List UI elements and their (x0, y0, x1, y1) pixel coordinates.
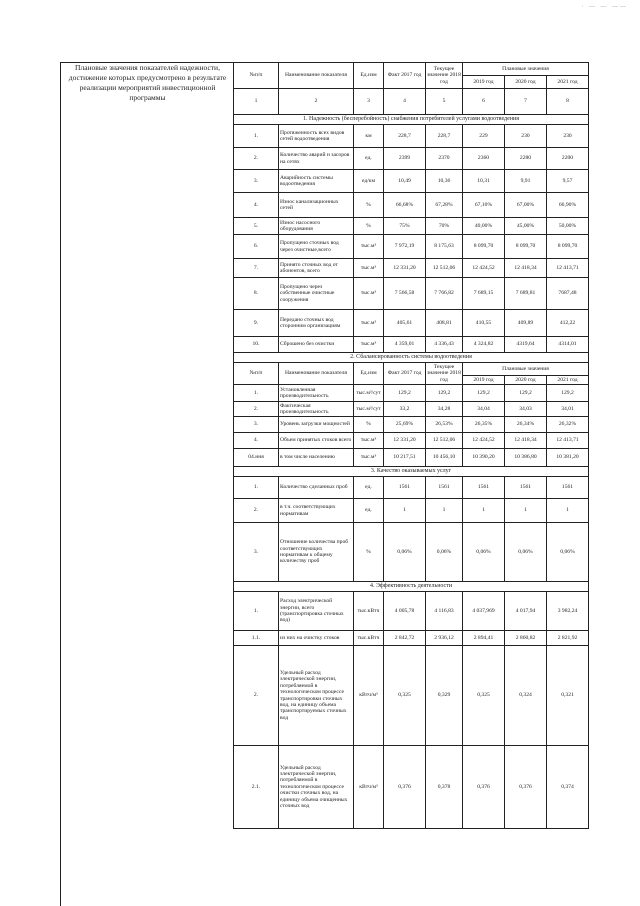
row-unit: ед. (354, 477, 384, 499)
row-value: 229 (463, 125, 505, 148)
row-number: 2. (234, 148, 279, 170)
row-value: 1561 (384, 477, 426, 499)
row-value: 129,2 (505, 385, 547, 402)
header-num: №п/п (234, 363, 279, 385)
row-value: 7 566,58 (384, 278, 426, 310)
row-value: 8 175,63 (426, 235, 463, 259)
header-current: Текущее значение 2018 год (426, 63, 463, 89)
row-value: 410,55 (463, 310, 505, 337)
row-indicator-name: Отношение количества проб соответствующих нормативам к общему количеству проб (279, 523, 354, 582)
row-value: 0,376 (463, 746, 505, 829)
row-indicator-name: Пропущено через собственные очистные сооружения (279, 278, 354, 310)
section-row (234, 582, 589, 592)
row-value: 2 894,41 (463, 631, 505, 646)
row-value: 9,91 (505, 170, 547, 193)
row-value: 7 766,82 (426, 278, 463, 310)
table-row (234, 385, 589, 402)
row-unit: % (354, 218, 384, 235)
row-value: 12 512,06 (426, 259, 463, 278)
row-indicator-name: Удельный расход электрической энергии, потребляемой в технологическом процессе очистки сточных вод, на единицу объема очищенных сточных вод (279, 746, 354, 829)
row-value: 129,2 (384, 385, 426, 402)
row-value: 0,325 (463, 646, 505, 746)
row-unit: кВтч/м³ (354, 646, 384, 746)
header-2020: 2020 год (505, 76, 547, 89)
header-row (234, 63, 589, 76)
row-value: 129,2 (426, 385, 463, 402)
row-value: 67,00% (505, 193, 547, 218)
header-unit: Ед.изм (354, 63, 384, 89)
row-value: 66,68% (384, 193, 426, 218)
row-value: 1561 (426, 477, 463, 499)
row-value: 2280 (505, 148, 547, 170)
row-value: 10 217,51 (384, 449, 426, 467)
row-unit: тыс.м³ (354, 449, 384, 467)
section-row (234, 467, 589, 477)
row-value: 34,03 (505, 402, 547, 417)
row-indicator-name: Количество аварий и засоров на сетях (279, 148, 354, 170)
section-title: 1. Надежность (бесперебойность) снабжения потребителей услугами водоотведения (234, 115, 589, 125)
row-value: 34,28 (426, 402, 463, 417)
row-value: 129,2 (463, 385, 505, 402)
row-value: 12 413,71 (547, 259, 589, 278)
row-indicator-name: Объем принятых стоков всего (279, 433, 354, 449)
row-value: 7 972,19 (384, 235, 426, 259)
row-number: 2. (234, 646, 279, 746)
row-value: 10,36 (426, 170, 463, 193)
row-value: 40,00% (463, 218, 505, 235)
row-number: 1. (234, 385, 279, 402)
row-value: 45,00% (505, 218, 547, 235)
section2-header-row (234, 363, 589, 376)
row-value: 10 381,20 (547, 449, 589, 467)
header-plan: Плановые значения (463, 63, 589, 76)
row-value: 8 099,70 (505, 235, 547, 259)
row-value: 10 390,20 (463, 449, 505, 467)
table-row (234, 125, 589, 148)
section-title: 4. Эффективность деятельности (234, 582, 589, 592)
index-cell: 8 (547, 89, 589, 115)
row-number: 5. (234, 218, 279, 235)
row-value: 1 (426, 499, 463, 523)
row-value: 25,69% (384, 417, 426, 433)
row-value: 12 331,20 (384, 433, 426, 449)
table-row (234, 646, 589, 746)
row-value: 4319,64 (505, 337, 547, 353)
row-value: 408,81 (426, 310, 463, 337)
table-row (234, 218, 589, 235)
row-unit: км (354, 125, 384, 148)
row-number: 2.1. (234, 746, 279, 829)
row-value: 67,10% (463, 193, 505, 218)
table-row (234, 592, 589, 631)
row-number: 8. (234, 278, 279, 310)
row-indicator-name: Установленная производительность (279, 385, 354, 402)
row-number: 6. (234, 235, 279, 259)
row-value: 7 689,81 (505, 278, 547, 310)
row-value: 26,35% (463, 417, 505, 433)
row-value: 12 413,71 (547, 433, 589, 449)
section-title: 2. Сбалансированность системы водоотведения (234, 353, 589, 363)
row-number: 4. (234, 193, 279, 218)
row-value: 10,31 (463, 170, 505, 193)
row-value: 50,00% (547, 218, 589, 235)
row-number: 7. (234, 259, 279, 278)
row-value: 2399 (384, 148, 426, 170)
header-fact: Факт 2017 год (384, 363, 426, 385)
header-cur: Текущее значение 2018 год (427, 363, 461, 383)
row-value: 2 936,12 (426, 631, 463, 646)
header-y20: 2020 год (505, 376, 547, 385)
table-row (234, 278, 589, 310)
row-value: 1561 (505, 477, 547, 499)
row-value: 26,53% (426, 417, 463, 433)
section-row (234, 353, 589, 363)
row-value: 0,329 (426, 646, 463, 746)
row-value: 26,32% (547, 417, 589, 433)
index-cell: 5 (426, 89, 463, 115)
row-value: 33,2 (384, 402, 426, 417)
table-row (234, 402, 589, 417)
row-value: 0,06% (384, 523, 426, 582)
table-row (234, 449, 589, 467)
row-value: 9,57 (547, 170, 589, 193)
row-value: 405,61 (384, 310, 426, 337)
row-number: 1. (234, 477, 279, 499)
section-row (234, 115, 589, 125)
row-value: 0,378 (426, 746, 463, 829)
row-number: 04.ння (234, 449, 279, 467)
row-value: 4 037,969 (463, 592, 505, 631)
row-unit: ед/км (354, 170, 384, 193)
table-row (234, 193, 589, 218)
row-value: 228,7 (426, 125, 463, 148)
row-unit: % (354, 417, 384, 433)
table-row (234, 310, 589, 337)
row-unit: тыс.кВтч (354, 592, 384, 631)
row-value: 4 359,01 (384, 337, 426, 353)
header-2021: 2021 год (547, 76, 589, 89)
row-unit: тыс.м³/сут (354, 402, 384, 417)
table-row (234, 259, 589, 278)
row-value: 10,49 (384, 170, 426, 193)
row-unit: % (354, 193, 384, 218)
row-indicator-name: Протяженность всех видов сетей водоотведения (279, 125, 354, 148)
row-number: 9. (234, 310, 279, 337)
table-row (234, 337, 589, 353)
row-value: 230 (505, 125, 547, 148)
row-value: 4 116,83 (426, 592, 463, 631)
row-indicator-name: в т.ч. соответствующих нормативам (279, 499, 354, 523)
row-number: 2. (234, 499, 279, 523)
row-value: 0,376 (505, 746, 547, 829)
table-row (234, 477, 589, 499)
row-value: 4 324,82 (463, 337, 505, 353)
row-number: 2. (234, 402, 279, 417)
table-row (234, 631, 589, 646)
row-indicator-name: Износ канализационных сетей (279, 193, 354, 218)
row-value: 1 (463, 499, 505, 523)
row-value: 4314,01 (547, 337, 589, 353)
row-value: 34,04 (463, 402, 505, 417)
row-unit: тыс.кВтч (354, 631, 384, 646)
row-indicator-name: Принято сточных вод от абонентов, всего (279, 259, 354, 278)
row-value: 0,324 (505, 646, 547, 746)
row-value: 228,7 (384, 125, 426, 148)
row-value: 12 418,34 (505, 259, 547, 278)
header-name: Наименование показателя (279, 63, 354, 89)
row-unit: тыс.м³ (354, 259, 384, 278)
row-indicator-name: Сброшено без очистки (279, 337, 354, 353)
row-value: 3 982,24 (547, 592, 589, 631)
row-value: 409,89 (505, 310, 547, 337)
corner-mark: · — — —— (581, 4, 628, 10)
header-name: Наименование показателя (279, 363, 354, 385)
row-value: 12 331,20 (384, 259, 426, 278)
row-number: 1. (234, 125, 279, 148)
row-value: 412,22 (547, 310, 589, 337)
row-unit: тыс.м³ (354, 337, 384, 353)
row-number: 3. (234, 170, 279, 193)
table-row (234, 746, 589, 829)
row-value: 7 689,15 (463, 278, 505, 310)
row-unit: тыс.м³ (354, 235, 384, 259)
row-indicator-name: из них на очистку стоков (279, 631, 354, 646)
table-row (234, 523, 589, 582)
row-value: 10 386,80 (505, 449, 547, 467)
row-value: 1561 (547, 477, 589, 499)
table-row (234, 170, 589, 193)
row-number: 4. (234, 433, 279, 449)
row-indicator-name: Пропущено сточных вод через очистные,всего (279, 235, 354, 259)
header-unit: Ед.изм (354, 363, 384, 385)
row-value: 0,374 (547, 746, 589, 829)
side-heading-panel (60, 62, 234, 906)
row-value: 129,2 (547, 385, 589, 402)
row-number: 1. (234, 592, 279, 631)
row-indicator-name: Фактическая производительность (279, 402, 354, 417)
row-indicator-name: Износ насосного оборудования (279, 218, 354, 235)
row-unit: тыс.м³ (354, 433, 384, 449)
side-heading-text: Плановые значения показателей надежности, достижение которых предусмотрено в результате реализации мероприятий инвестиционной программы (68, 63, 227, 102)
row-value: 1 (547, 499, 589, 523)
row-indicator-name: в том числе населению (279, 449, 354, 467)
row-value: 0,06% (426, 523, 463, 582)
row-unit: ед. (354, 148, 384, 170)
row-value: 34,01 (547, 402, 589, 417)
row-number: 3. (234, 417, 279, 433)
table-row (234, 417, 589, 433)
row-value: 230 (547, 125, 589, 148)
row-value: 12 424,52 (463, 433, 505, 449)
row-unit: тыс.м³ (354, 310, 384, 337)
row-value: 4 005,78 (384, 592, 426, 631)
row-value: 2 842,72 (384, 631, 426, 646)
row-indicator-name: Расход электрической энергии, всего (транспортировка сточных вод) (279, 592, 354, 631)
row-indicator-name: Количество сделанных проб (279, 477, 354, 499)
row-indicator-name: Аварийность системы водоотведения (279, 170, 354, 193)
row-value: 12 424,52 (463, 259, 505, 278)
row-value: 1 (505, 499, 547, 523)
row-value: 0,06% (463, 523, 505, 582)
header-2019: 2019 год (463, 76, 505, 89)
row-value: 2 860,82 (505, 631, 547, 646)
row-unit: % (354, 523, 384, 582)
row-number: 3. (234, 523, 279, 582)
header-fact: Факт 2017 год (384, 63, 426, 89)
index-cell: 2 (279, 89, 354, 115)
row-indicator-name: Удельный расход электрической энергии, потребляемой в технологическом процессе транспортировки сточных вод, на единицу объема транспортируемых сточных вод (279, 646, 354, 746)
row-value: 0,321 (547, 646, 589, 746)
row-unit: тыс.м³ (354, 278, 384, 310)
row-value: 70% (426, 218, 463, 235)
row-value: 8 099,70 (547, 235, 589, 259)
row-value: 8 099,70 (463, 235, 505, 259)
row-value: 0,376 (384, 746, 426, 829)
row-value: 10 456,10 (426, 449, 463, 467)
index-row (234, 89, 589, 115)
table-row (234, 499, 589, 523)
row-value: 2200 (547, 148, 589, 170)
row-indicator-name: Уровень загрузки мощностей (279, 417, 354, 433)
row-unit: ед. (354, 499, 384, 523)
index-cell: 4 (384, 89, 426, 115)
row-value: 2360 (463, 148, 505, 170)
row-value: 7687,48 (547, 278, 589, 310)
row-value: 4 017,94 (505, 592, 547, 631)
index-cell: 7 (505, 89, 547, 115)
header-y19: 2019 год (463, 376, 505, 385)
row-value: 1561 (463, 477, 505, 499)
row-value: 1 (384, 499, 426, 523)
index-cell: 3 (354, 89, 384, 115)
index-cell: 1 (234, 89, 279, 115)
row-value: 12 418,34 (505, 433, 547, 449)
row-number: 10. (234, 337, 279, 353)
row-value: 0,325 (384, 646, 426, 746)
row-value: 26,34% (505, 417, 547, 433)
row-value: 66,90% (547, 193, 589, 218)
row-unit: тыс.м³/сут (354, 385, 384, 402)
row-value: 2370 (426, 148, 463, 170)
row-value: 67,28% (426, 193, 463, 218)
row-value: 2 821,92 (547, 631, 589, 646)
row-value: 12 512,06 (426, 433, 463, 449)
row-unit: кВтч/м³ (354, 746, 384, 829)
table-row (234, 148, 589, 170)
index-cell: 6 (463, 89, 505, 115)
table-row (234, 235, 589, 259)
row-value: 0,06% (505, 523, 547, 582)
header-num: №п/п (234, 63, 279, 89)
header-y21: 2021 год (547, 376, 589, 385)
header-plan: Плановые значения (463, 363, 589, 376)
row-number: 1.1. (234, 631, 279, 646)
row-value: 0,06% (547, 523, 589, 582)
row-value: 4 336,43 (426, 337, 463, 353)
section-title: 3. Качество оказываемых услуг (234, 467, 589, 477)
row-indicator-name: Передано сточных вод сторонним организациям (279, 310, 354, 337)
indicators-table (233, 62, 589, 829)
row-value: 75% (384, 218, 426, 235)
table-row (234, 433, 589, 449)
